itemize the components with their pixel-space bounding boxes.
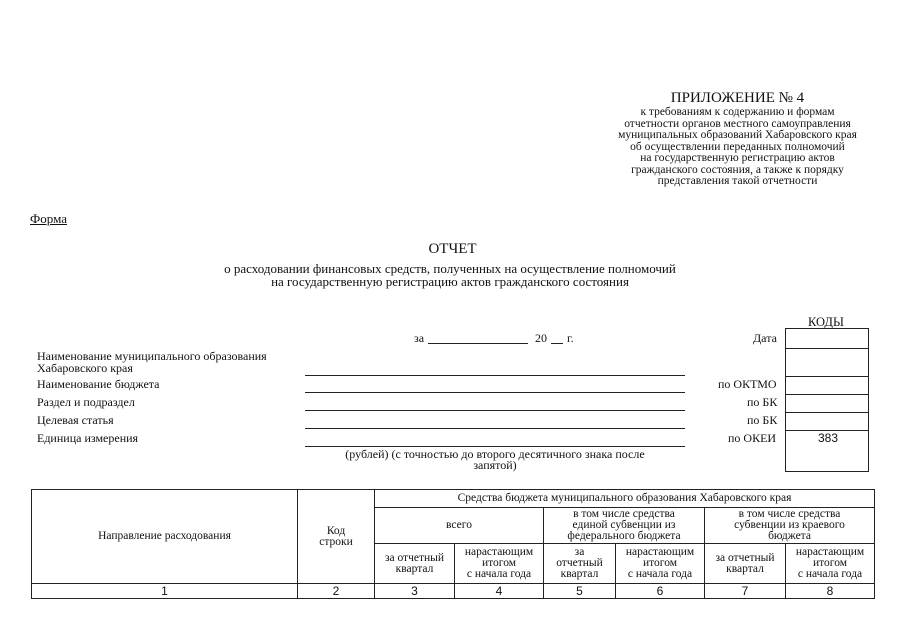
code-label-oktmo: по ОКТМО — [718, 377, 777, 391]
column-number: 1 — [32, 584, 298, 599]
code-label-bk: по БК — [747, 395, 778, 409]
field-label-line: Хабаровского края — [37, 361, 133, 375]
header-line: нарастающим — [795, 546, 865, 558]
header-line: субвенции из краевого — [734, 519, 845, 531]
unit-note-line: запятой) — [473, 458, 517, 472]
appendix-line: муниципальных образований Хабаровского края — [618, 129, 857, 141]
appendix-block — [600, 90, 875, 188]
section-input-line[interactable] — [305, 410, 685, 411]
header-line: нарастающим — [464, 546, 534, 558]
subtitle-line: о расходовании финансовых средств, полученных на осуществление полномочий — [224, 261, 676, 276]
field-label-target: Целевая статья — [37, 413, 114, 427]
sub-header-regional — [705, 508, 875, 544]
header-line: квартал — [395, 562, 434, 575]
header-line: с начала года — [466, 568, 532, 580]
report-title: ОТЧЕТ — [428, 241, 477, 257]
header-line: бюджета — [768, 530, 811, 542]
header-line: федерального бюджета — [567, 530, 681, 542]
header-line: итогом — [642, 557, 678, 569]
header-line: итогом — [812, 557, 848, 569]
unit-note-line: (рублей) (с точностью до второго десятичного знака после — [345, 447, 645, 461]
group-header: Средства бюджета муниципального образования Хабаровского края — [375, 490, 875, 508]
column-number: 8 — [786, 584, 875, 599]
field-label-line: Наименование муниципального образования — [37, 349, 267, 363]
column-number: 4 — [455, 584, 544, 599]
year-suffix: г. — [567, 331, 574, 345]
header-quarter — [544, 544, 616, 584]
column-number: 2 — [298, 584, 375, 599]
codes-divider — [786, 394, 868, 395]
field-label-budget: Наименование бюджета — [37, 377, 160, 391]
header-line: с начала года — [797, 568, 863, 580]
okei-code-value: 383 — [818, 431, 839, 445]
header-line: квартал — [560, 568, 599, 580]
appendix-line: к требованиям к содержанию и формам — [640, 106, 835, 118]
header-line: отчетный — [556, 557, 603, 569]
form-label: Форма — [30, 211, 67, 226]
header-quarter — [375, 544, 455, 584]
sub-header-all: всего — [375, 508, 544, 544]
header-line: в том числе средства — [738, 508, 841, 520]
column-number: 7 — [705, 584, 786, 599]
codes-box — [785, 328, 869, 472]
period-blank[interactable] — [428, 343, 528, 344]
appendix-line: представления такой отчетности — [657, 175, 818, 187]
appendix-line: гражданского состояния, а также к порядку — [631, 163, 844, 176]
unit-note — [305, 449, 685, 471]
sub-header-federal — [544, 508, 705, 544]
column-number: 6 — [616, 584, 705, 599]
header-line: квартал — [726, 562, 764, 575]
header-line: Код — [326, 524, 346, 537]
header-line: единой субвенции из — [572, 519, 676, 531]
header-cumulative — [455, 544, 544, 584]
appendix-title: ПРИЛОЖЕНИЕ № 4 — [670, 90, 805, 106]
col-header-direction: Направление расходования — [32, 490, 298, 584]
municipality-input-line[interactable] — [305, 375, 685, 376]
appendix-line: отчетности органов местного самоуправления — [624, 117, 851, 130]
report-subtitle — [150, 262, 750, 288]
appendix-line: об осуществлении переданных полномочий — [630, 140, 845, 153]
target-input-line[interactable] — [305, 428, 685, 429]
period-prefix: за — [414, 331, 425, 345]
col-header-code — [298, 490, 375, 584]
header-line: нарастающим — [625, 546, 695, 558]
year-prefix: 20 — [535, 331, 547, 345]
field-label-unit: Единица измерения — [37, 431, 139, 445]
subtitle-line: на государственную регистрацию актов гражданского состояния — [271, 274, 629, 289]
header-line: в том числе средства — [573, 508, 675, 520]
code-label-okei: по ОКЕИ — [728, 431, 777, 445]
year-blank[interactable] — [551, 343, 563, 344]
date-label: Дата — [753, 331, 777, 345]
column-number: 5 — [544, 584, 616, 599]
field-label-section: Раздел и подраздел — [37, 395, 135, 409]
header-line: строки — [319, 535, 353, 548]
codes-header: КОДЫ — [808, 315, 844, 329]
budget-input-line[interactable] — [305, 392, 685, 393]
report-table — [31, 489, 875, 599]
header-cumulative — [616, 544, 705, 584]
codes-divider — [786, 412, 868, 413]
header-line: за отчетный — [384, 551, 445, 564]
field-label-municipality — [37, 350, 267, 374]
header-line: за отчетный — [715, 551, 775, 564]
header-cumulative — [786, 544, 875, 584]
code-label-bk: по БК — [747, 413, 778, 427]
header-line: с начала года — [627, 568, 693, 580]
codes-divider — [786, 348, 868, 349]
header-line: итогом — [481, 557, 517, 569]
appendix-line: на государственную регистрацию актов — [640, 152, 835, 164]
header-line: за — [574, 546, 585, 558]
header-quarter — [705, 544, 786, 584]
column-number: 3 — [375, 584, 455, 599]
codes-divider — [786, 376, 868, 377]
